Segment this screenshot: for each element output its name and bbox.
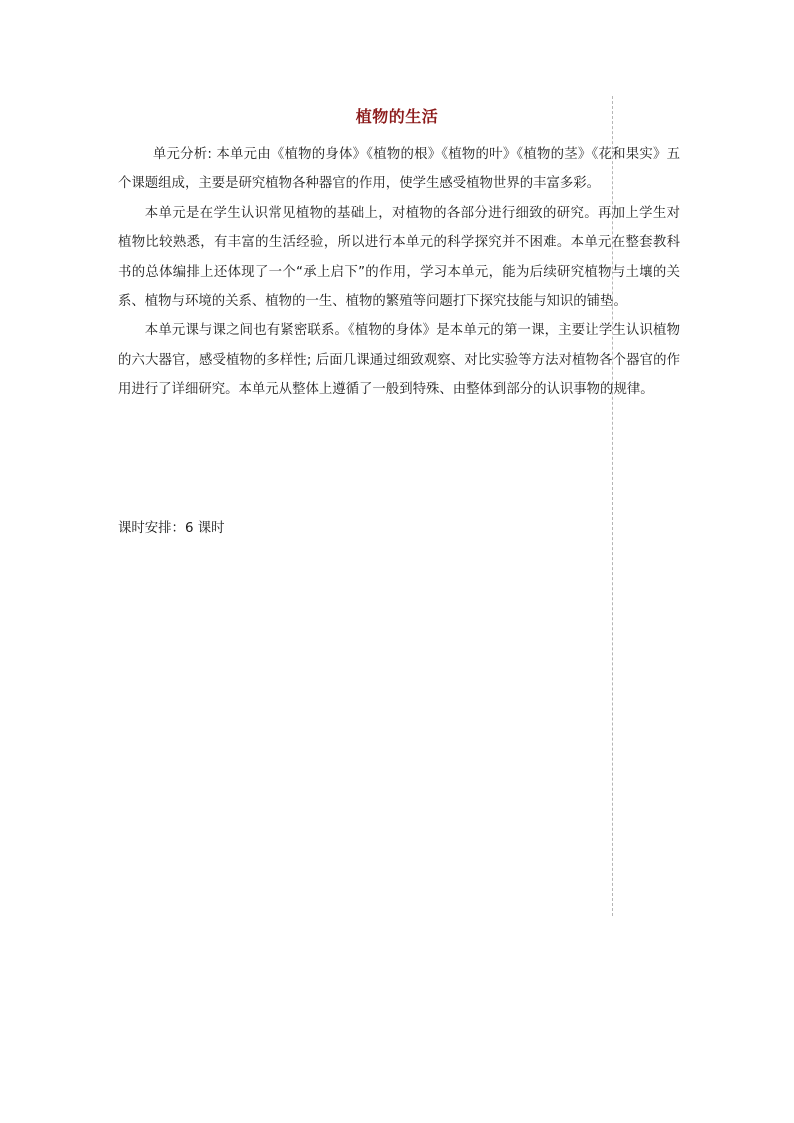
document-title: 植物的生活 [355,107,439,126]
paragraph-lesson-connections: 本单元课与课之间也有紧密联系。《植物的身体》是本单元的第一课，主要让学生认识植物的六大器官，感受植物的多样性; 后面几课通过细致观察、对比实验等方法对植物各个器官的作用进行了详细研究。本单元从整体上遵循了一般到特殊、由整体到部分的认识事物的规律。 [118,323,680,398]
paragraph-unit-analysis: 单元分析: 本单元由《植物的身体》《植物的根》《植物的叶》《植物的茎》《花和果实》五个课题组成，主要是研究植物各种器官的作用，使学生感受植物世界的丰富多彩。 [118,147,680,192]
document-body [118,140,680,405]
lesson-schedule: 课时安排：6 课时 [118,521,225,536]
paragraph-unit-background: 本单元是在学生认识常见植物的基础上，对植物的各部分进行细致的研究。再加上学生对植物比较熟悉，有丰富的生活经验，所以进行本单元的科学探究并不困难。本单元在整套教科书的总体编排上还体现了一个“承上启下”的作用，学习本单元，能为后续研究植物与土壤的关系、植物与环境的关系、植物的一生、植物的繁殖等问题打下探究技能与知识的铺垫。 [118,205,680,310]
